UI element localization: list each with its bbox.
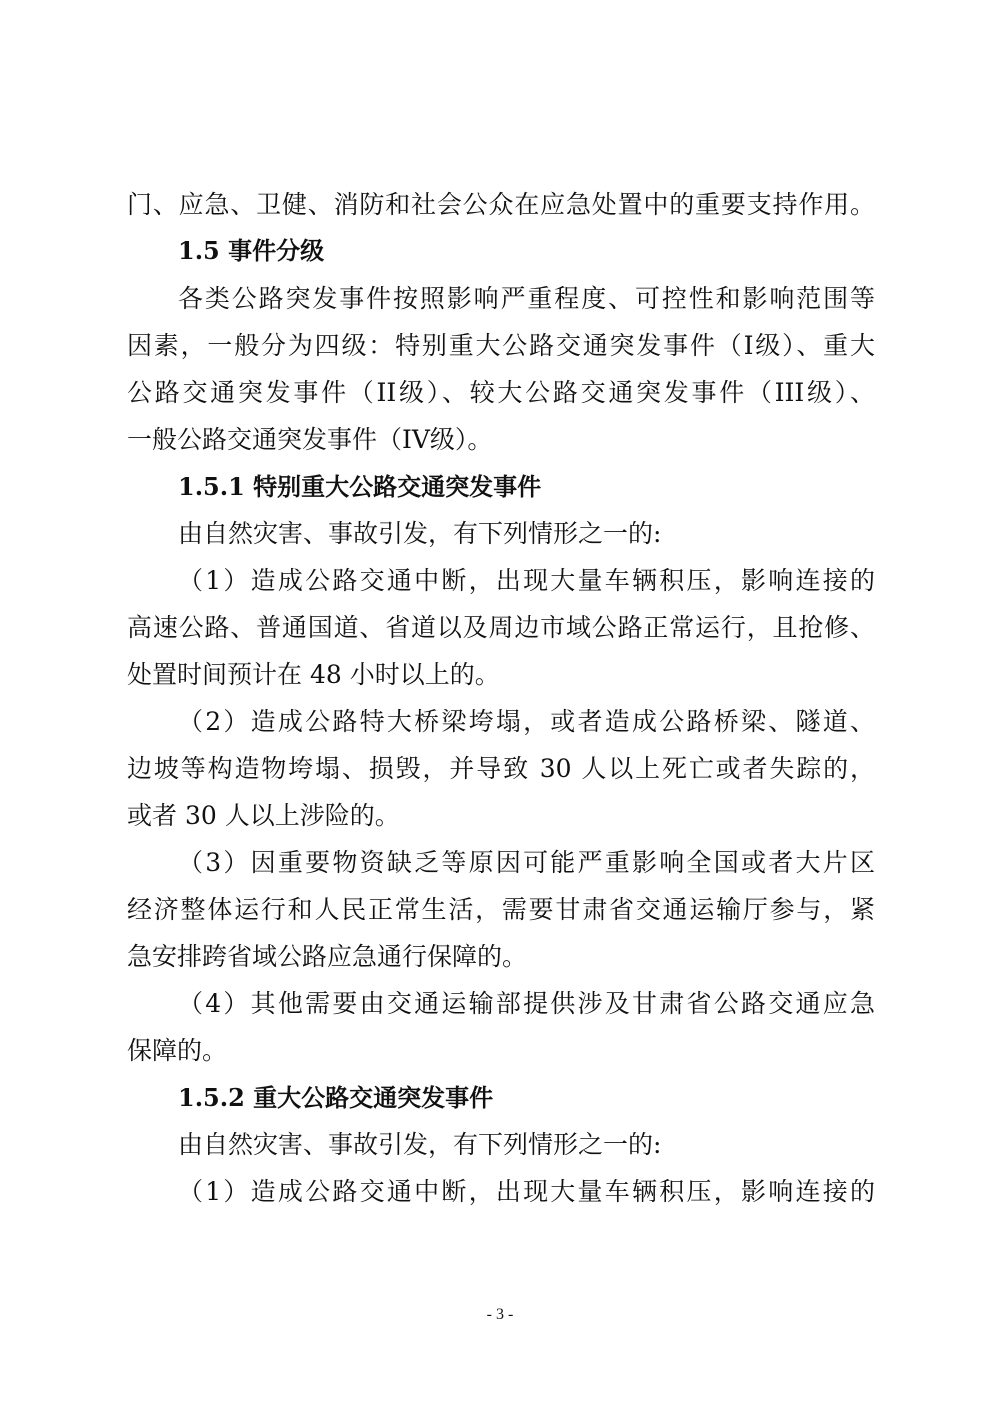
text-line: （4）其他需要由交通运输部提供涉及甘肃省公路交通应急 (178, 989, 875, 1018)
text-line: 因素，一般分为四级：特别重大公路交通突发事件（I级）、重大 (127, 331, 875, 360)
text-line: 由自然灾害、事故引发，有下列情形之一的: (178, 519, 662, 548)
text-line: 处置时间预计在 48 小时以上的。 (127, 660, 500, 689)
text-line: 由自然灾害、事故引发，有下列情形之一的: (178, 1130, 662, 1159)
text-line: 或者 30 人以上涉险的。 (127, 801, 400, 830)
text-line: （1）造成公路交通中断，出现大量车辆积压，影响连接的 (178, 1177, 875, 1206)
subsection-heading: 1.5.1 特别重大公路交通突发事件 (178, 472, 542, 501)
text-line: 一般公路交通突发事件（IV级）。 (127, 425, 493, 454)
text-line: （3）因重要物资缺乏等原因可能严重影响全国或者大片区 (178, 848, 875, 877)
text-line: 高速公路、普通国道、省道以及周边市域公路正常运行，且抢修、 (127, 613, 875, 642)
text-line: 各类公路突发事件按照影响严重程度、可控性和影响范围等 (178, 284, 875, 313)
text-line: （2）造成公路特大桥梁垮塌，或者造成公路桥梁、隧道、 (178, 707, 875, 736)
section-heading: 1.5 事件分级 (178, 236, 325, 265)
subsection-heading: 1.5.2 重大公路交通突发事件 (178, 1083, 494, 1112)
text-line: 公路交通突发事件（II级）、较大公路交通突发事件（III级）、 (127, 378, 875, 407)
page-number: - 3 - (486, 1306, 514, 1323)
text-line: 经济整体运行和人民正常生活，需要甘肃省交通运输厅参与，紧 (127, 895, 875, 924)
text-line: 急安排跨省域公路应急通行保障的。 (127, 942, 528, 971)
text-line: 门、应急、卫健、消防和社会公众在应急处置中的重要支持作用。 (127, 190, 875, 219)
text-line: （1）造成公路交通中断，出现大量车辆积压，影响连接的 (178, 566, 875, 595)
text-line: 保障的。 (127, 1036, 228, 1065)
text-line: 边坡等构造物垮塌、损毁，并导致 30 人以上死亡或者失踪的， (127, 754, 875, 783)
